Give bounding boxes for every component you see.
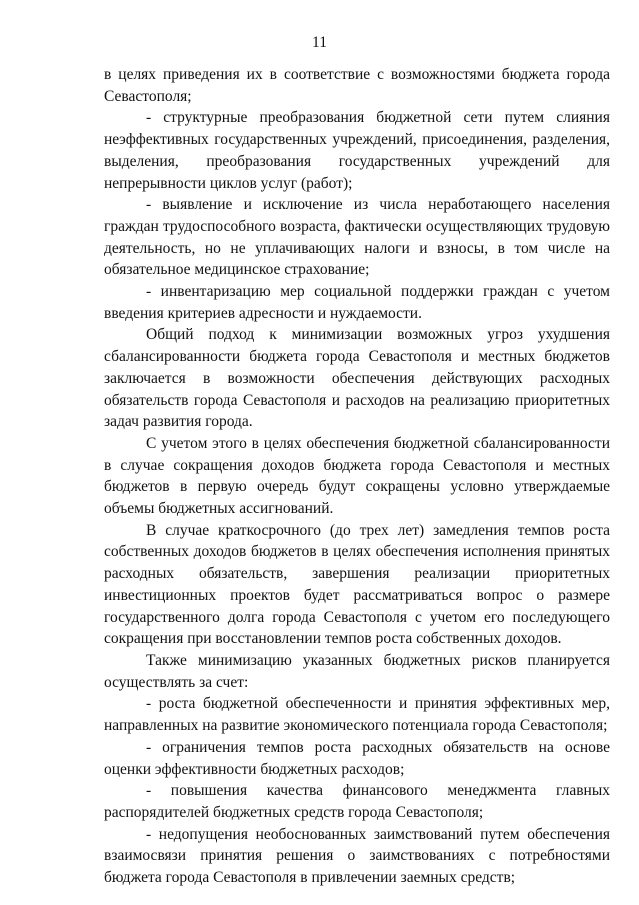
list-item-expense-growth-limits: - ограничения темпов роста расходных обязательств на основе оценки эффективности бюджетных расходов; <box>104 738 610 778</box>
paragraph-budget-balance: С учетом этого в целях обеспечения бюджетной сбалансированности в случае сокращения доходов бюджета города Севастополя и местных бюджетов в первую очередь будут сокращены условно утверждаемые объемы бюджетных ассигнований. <box>104 434 610 518</box>
paragraph-risk-minimization-intro: Также минимизацию указанных бюджетных рисков планируется осуществлять за счет: <box>104 651 610 691</box>
body-text <box>104 64 610 889</box>
list-item-social-support-inventory: - инвентаризацию мер социальной поддержки граждан с учетом введения критериев адресности и нуждаемости. <box>104 283 610 322</box>
paragraph-general-approach: Общий подход к минимизации возможных угроз ухудшения сбалансированности бюджета города Севастополя и местных бюджетов заключается в возможности обеспечения действующих расходных обязательств города Севастополя и расходов на реализацию приоритетных задач развития города. <box>104 326 610 431</box>
list-item-financial-management: - повышения качества финансового менеджмента главных распорядителей бюджетных средств города Севастополя; <box>104 782 610 821</box>
list-item-borrowing-prevention: - недопущения необоснованных заимствований путем обеспечения взаимосвязи принятия решения о заимствованиях с потребностями бюджета города Севастополя в привлечении заемных средств; <box>104 825 610 887</box>
paragraph-short-term-slowdown: В случае краткосрочного (до трех лет) замедления темпов роста собственных доходов бюджетов в целях обеспечения исполнения принятых расходных обязательств, завершения реализации приоритетных инвестиционных проектов будет рассматриваться вопрос о размере государственного долга города Севастополя с учетом его последующего сокращения при восстановлении темпов роста собственных доходов. <box>104 521 610 648</box>
list-item-identify-working-population: - выявление и исключение из числа неработающего населения граждан трудоспособного возраста, фактически осуществляющих трудовую деятельность, но не уплачивающих налоги и взносы, в том числе на обязательное медицинское страхование; <box>104 196 610 279</box>
page-number: 11 <box>312 34 327 51</box>
list-item-budget-sufficiency-growth: - роста бюджетной обеспеченности и принятия эффективных мер, направленных на развитие экономического потенциала города Севастополя; <box>104 695 610 735</box>
list-item-budget-network-restructuring: - структурные преобразования бюджетной сети путем слияния неэффективных государственных учреждений, присоединения, разделения, выделения, преобразования государственных учреждений для непрерывности циклов услуг (работ); <box>104 109 610 192</box>
paragraph-continuation: в целях приведения их в соответствие с возможностями бюджета города Севастополя; <box>104 66 610 105</box>
